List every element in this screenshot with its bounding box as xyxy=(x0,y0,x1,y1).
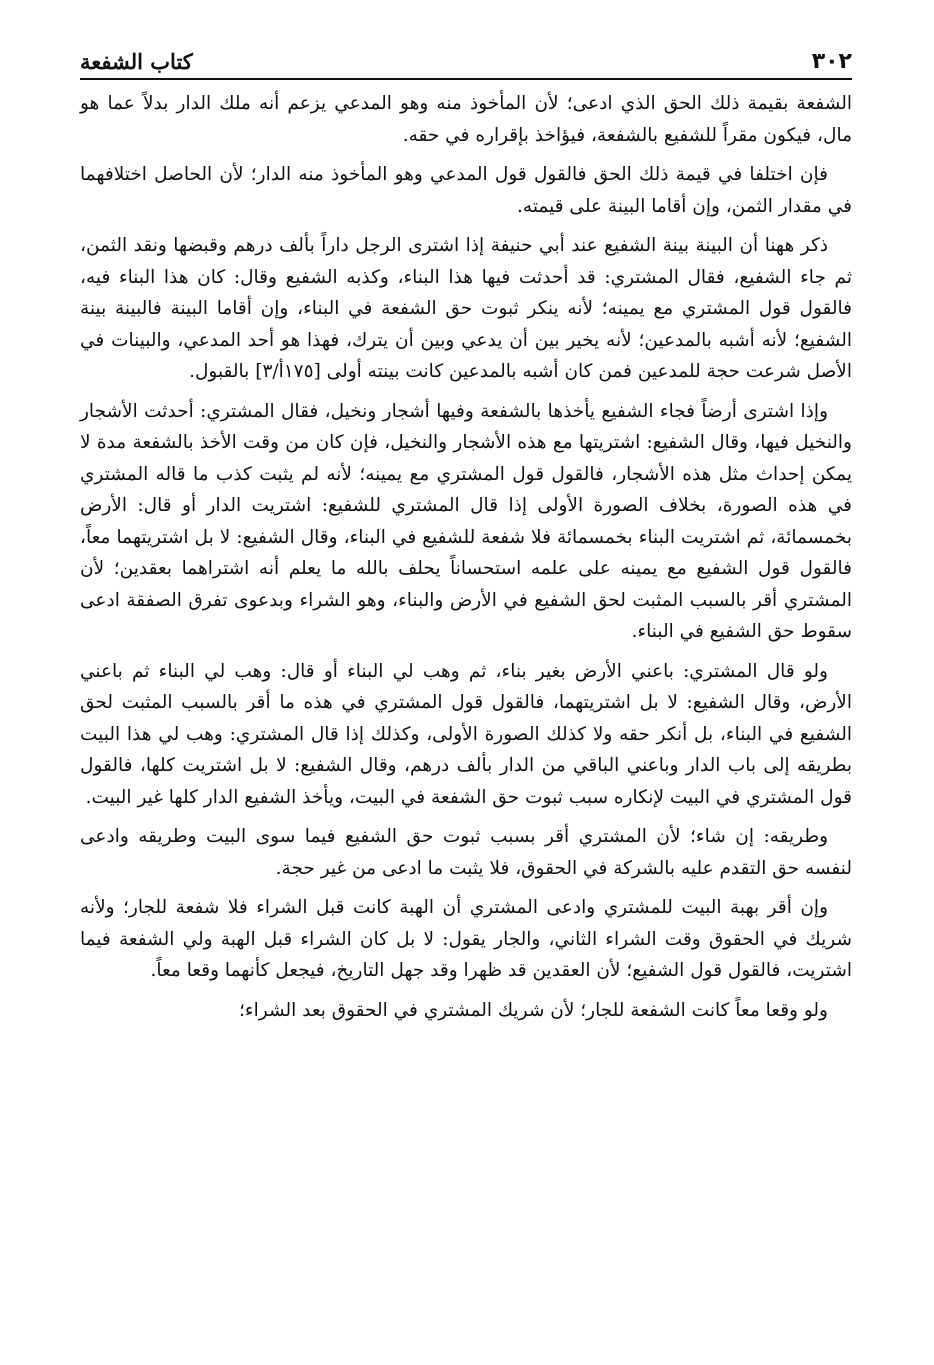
paragraph: ذكر ههنا أن البينة بينة الشفيع عند أبي حنيفة إذا اشترى الرجل داراً بألف درهم وقبضها ونقد الثمن، ثم جاء الشفيع، فقال المشتري: قد أحدثت فيها هذا البناء، وكذبه الشفيع وقال: كان هذا البناء فيه، فالقول قول المشتري مع يمينه؛ لأنه ينكر ثبوت حق الشفعة في البناء، وإن أقاما البينة فالبينة بينة الشفيع؛ لأنه أشبه بالمدعين؛ لأنه يخير بين أن يدعي وبين أن يترك، فهذا هو أحد المدعي، والبينات في الأصل شرعت حجة للمدعين فمن كان أشبه بالمدعين كانت بينته أولى [١٧٥أ/٣] بالقبول. xyxy=(80,235,852,382)
paragraph: وطريقه: إن شاء؛ لأن المشتري أقر بسبب ثبوت حق الشفيع فيما سوى البيت وطريقه وادعى لنفسه حق التقدم عليه بالشركة في الحقوق، فلا يثبت ما ادعى من غير حجة. xyxy=(80,826,852,879)
paragraph: ولو وقعا معاً كانت الشفعة للجار؛ لأن شريك المشتري في الحقوق بعد الشراء؛ xyxy=(239,999,828,1021)
paragraph: الشفعة بقيمة ذلك الحق الذي ادعى؛ لأن المأخوذ منه وهو المدعي يزعم أنه ملك الدار بدلاً عما هو مال، فيكون مقراً للشفيع بالشفعة، فيؤاخذ بإقراره في حقه. xyxy=(80,93,852,146)
paragraph: وإن أقر بهبة البيت للمشتري وادعى المشتري أن الهبة كانت قبل الشراء فلا شفعة للجار؛ ولأنه شريك في الحقوق وقت الشراء الثاني، والجار يقول: لا بل كان الشراء قبل الهبة ولي الشفعة فيما اشتريت، فالقول قول الشفيع؛ لأن العقدين قد ظهرا وقد جهل التاريخ، فيجعل كأنهما وقعا معاً. xyxy=(80,897,852,981)
paragraph: ولو قال المشتري: باعني الأرض بغير بناء، ثم وهب لي البناء أو قال: وهب لي البناء ثم باعني الأرض، وقال الشفيع: لا بل اشتريتهما، فالقول قول المشتري في هذه ما أقر بالسبب المثبت لحق الشفيع في البناء، بل أنكر حقه ولا كذلك الصورة الأولى، وكذلك إذا قال المشتري: وهب لي هذا البيت بطريقه إلى باب الدار وباعني الباقي من الدار بألف درهم، وقال الشفيع: لا بل اشتريت كلها، فالقول قول المشتري في البيت لإنكاره سبب ثبوت حق الشفعة في البيت، ويأخذ الشفيع الدار كلها غير البيت. xyxy=(80,660,852,808)
page-body xyxy=(80,88,852,1026)
paragraph: وإذا اشترى أرضاً فجاء الشفيع يأخذها بالشفعة وفيها أشجار ونخيل، فقال المشتري: أحدثت الأشجار والنخيل فيها، وقال الشفيع: اشتريتها مع هذه الأشجار والنخيل، فإن كان من وقت الأخذ بالشفعة مدة لا يمكن إحداث مثل هذه الأشجار، فالقول قول المشتري مع يمينه؛ لأنه لم يثبت كذب ما قاله المشتري في هذه الصورة، بخلاف الصورة الأولى إذا قال المشتري للشفيع: اشتريت الدار أو قال: الأرض بخمسمائة، ثم اشتريت البناء بخمسمائة فلا شفعة للشفيع في البناء، وقال الشفيع: لا بل اشتريتهما معاً، فالقول قول الشفيع مع يمينه على علمه استحساناً يحلف بالله ما يعلم أنه اشتراهما بعقدين؛ لأن المشتري أقر بالسبب المثبت لحق الشفيع في الأرض والبناء، وهو الشراء وبدعوى تفرق الصفقة ادعى سقوط حق الشفيع في البناء. xyxy=(80,400,852,642)
paragraph: فإن اختلفا في قيمة ذلك الحق فالقول قول المدعي وهو المأخوذ منه الدار؛ لأن الحاصل اختلافهما في مقدار الثمن، وإن أقاما البينة على قيمته. xyxy=(80,164,852,217)
page-number: ٣٠٢ xyxy=(811,49,852,74)
page-header xyxy=(80,30,852,80)
book-page xyxy=(80,30,852,1034)
book-title: كتاب الشفعة xyxy=(80,49,193,74)
